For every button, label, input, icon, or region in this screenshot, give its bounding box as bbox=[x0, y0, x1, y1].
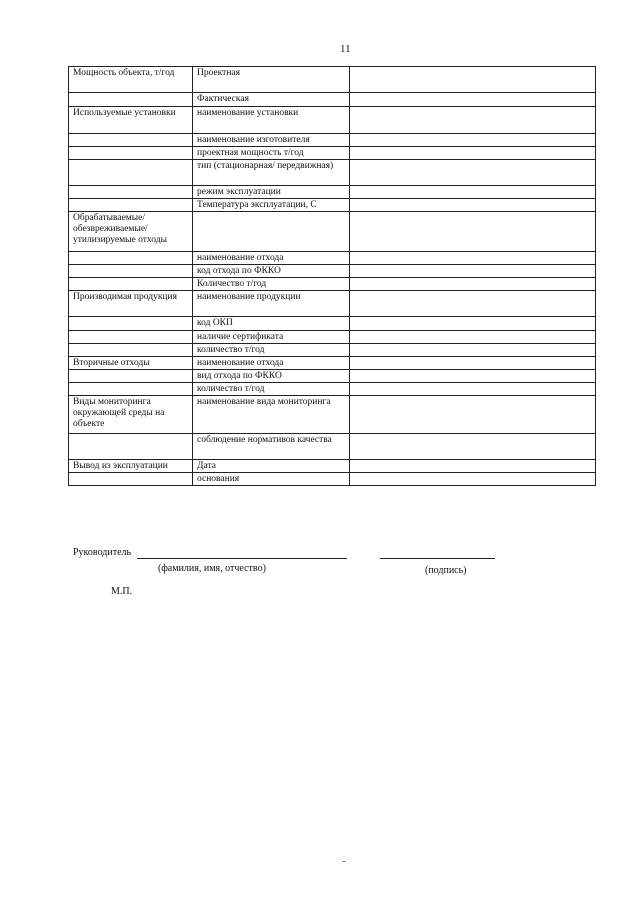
table-row bbox=[69, 252, 596, 265]
row-field: соблюдение нормативов качества bbox=[193, 434, 350, 460]
row-field: код ОКП bbox=[193, 317, 350, 331]
row-value[interactable] bbox=[350, 473, 596, 486]
row-field: Количество т/год bbox=[193, 278, 350, 291]
table-row bbox=[69, 67, 596, 93]
row-field: проектная мощность т/год bbox=[193, 147, 350, 160]
row-value[interactable] bbox=[350, 252, 596, 265]
table-row bbox=[69, 370, 596, 383]
row-value[interactable] bbox=[350, 460, 596, 473]
table-row bbox=[69, 317, 596, 331]
row-field: наименование вида мониторинга bbox=[193, 396, 350, 434]
row-field: основания bbox=[193, 473, 350, 486]
row-value[interactable] bbox=[350, 186, 596, 199]
row-label bbox=[69, 278, 193, 291]
head-name-line[interactable] bbox=[137, 558, 347, 559]
row-label bbox=[69, 134, 193, 147]
row-field: наименование отхода bbox=[193, 357, 350, 370]
table-row bbox=[69, 212, 596, 252]
signature-caption: (подпись) bbox=[425, 565, 467, 576]
row-label bbox=[69, 93, 193, 107]
table-row bbox=[69, 383, 596, 396]
row-label bbox=[69, 344, 193, 357]
row-value[interactable] bbox=[350, 67, 596, 93]
row-label bbox=[69, 265, 193, 278]
row-value[interactable] bbox=[350, 265, 596, 278]
table-row bbox=[69, 473, 596, 486]
table-row bbox=[69, 134, 596, 147]
row-value[interactable] bbox=[350, 212, 596, 252]
row-value[interactable] bbox=[350, 370, 596, 383]
scan-artifact bbox=[343, 861, 345, 862]
row-label bbox=[69, 252, 193, 265]
table-row bbox=[69, 278, 596, 291]
table-row bbox=[69, 199, 596, 212]
row-label: Обрабатываемые/ обезвреживаемые/ утилизируемые отходы bbox=[69, 212, 193, 252]
head-label: Руководитель bbox=[73, 547, 132, 558]
table-row bbox=[69, 147, 596, 160]
row-label bbox=[69, 199, 193, 212]
row-label: Вторичные отходы bbox=[69, 357, 193, 370]
row-label: Вывод из эксплуатации bbox=[69, 460, 193, 473]
row-label: Производимая продукция bbox=[69, 291, 193, 317]
seal-label: М.П. bbox=[111, 586, 133, 597]
table-row bbox=[69, 344, 596, 357]
row-field: наименование изготовителя bbox=[193, 134, 350, 147]
row-value[interactable] bbox=[350, 331, 596, 344]
name-caption: (фамилия, имя, отчество) bbox=[158, 563, 266, 574]
row-value[interactable] bbox=[350, 107, 596, 134]
row-field: код отхода по ФККО bbox=[193, 265, 350, 278]
row-field: вид отхода по ФККО bbox=[193, 370, 350, 383]
row-label bbox=[69, 160, 193, 186]
row-value[interactable] bbox=[350, 383, 596, 396]
row-value[interactable] bbox=[350, 357, 596, 370]
table-row bbox=[69, 291, 596, 317]
row-value[interactable] bbox=[350, 134, 596, 147]
row-label bbox=[69, 147, 193, 160]
row-field: количество т/год bbox=[193, 344, 350, 357]
row-field: наименование продукции bbox=[193, 291, 350, 317]
table-row bbox=[69, 460, 596, 473]
row-value[interactable] bbox=[350, 344, 596, 357]
row-label bbox=[69, 317, 193, 331]
page-number: 11 bbox=[340, 43, 351, 55]
row-label: Виды мониторинга окружающей среды на объекте bbox=[69, 396, 193, 434]
row-field: Температура эксплуатации, С bbox=[193, 199, 350, 212]
row-value[interactable] bbox=[350, 317, 596, 331]
row-field: наименование отхода bbox=[193, 252, 350, 265]
row-value[interactable] bbox=[350, 147, 596, 160]
row-field: количество т/год bbox=[193, 383, 350, 396]
row-label: Мощность объекта, т/год bbox=[69, 67, 193, 93]
table-row bbox=[69, 396, 596, 434]
row-value[interactable] bbox=[350, 434, 596, 460]
table-row bbox=[69, 107, 596, 134]
row-field: режим эксплуатации bbox=[193, 186, 350, 199]
row-label bbox=[69, 434, 193, 460]
table-row bbox=[69, 186, 596, 199]
row-label bbox=[69, 473, 193, 486]
row-label: Используемые установки bbox=[69, 107, 193, 134]
row-field: Проектная bbox=[193, 67, 350, 93]
row-field: Дата bbox=[193, 460, 350, 473]
row-label bbox=[69, 383, 193, 396]
row-field: тип (стационарная/ передвижная) bbox=[193, 160, 350, 186]
row-field: наличие сертификата bbox=[193, 331, 350, 344]
table-row bbox=[69, 331, 596, 344]
table-row bbox=[69, 434, 596, 460]
row-label bbox=[69, 186, 193, 199]
table-row bbox=[69, 93, 596, 107]
table-row bbox=[69, 160, 596, 186]
row-value[interactable] bbox=[350, 199, 596, 212]
object-info-table bbox=[68, 66, 596, 486]
row-value[interactable] bbox=[350, 93, 596, 107]
row-value[interactable] bbox=[350, 278, 596, 291]
table-row bbox=[69, 357, 596, 370]
row-value[interactable] bbox=[350, 160, 596, 186]
row-field: наименование установки bbox=[193, 107, 350, 134]
table-row bbox=[69, 265, 596, 278]
row-field bbox=[193, 212, 350, 252]
signature-line[interactable] bbox=[380, 558, 495, 559]
row-label bbox=[69, 331, 193, 344]
row-value[interactable] bbox=[350, 396, 596, 434]
row-value[interactable] bbox=[350, 291, 596, 317]
row-label bbox=[69, 370, 193, 383]
row-field: Фактическая bbox=[193, 93, 350, 107]
